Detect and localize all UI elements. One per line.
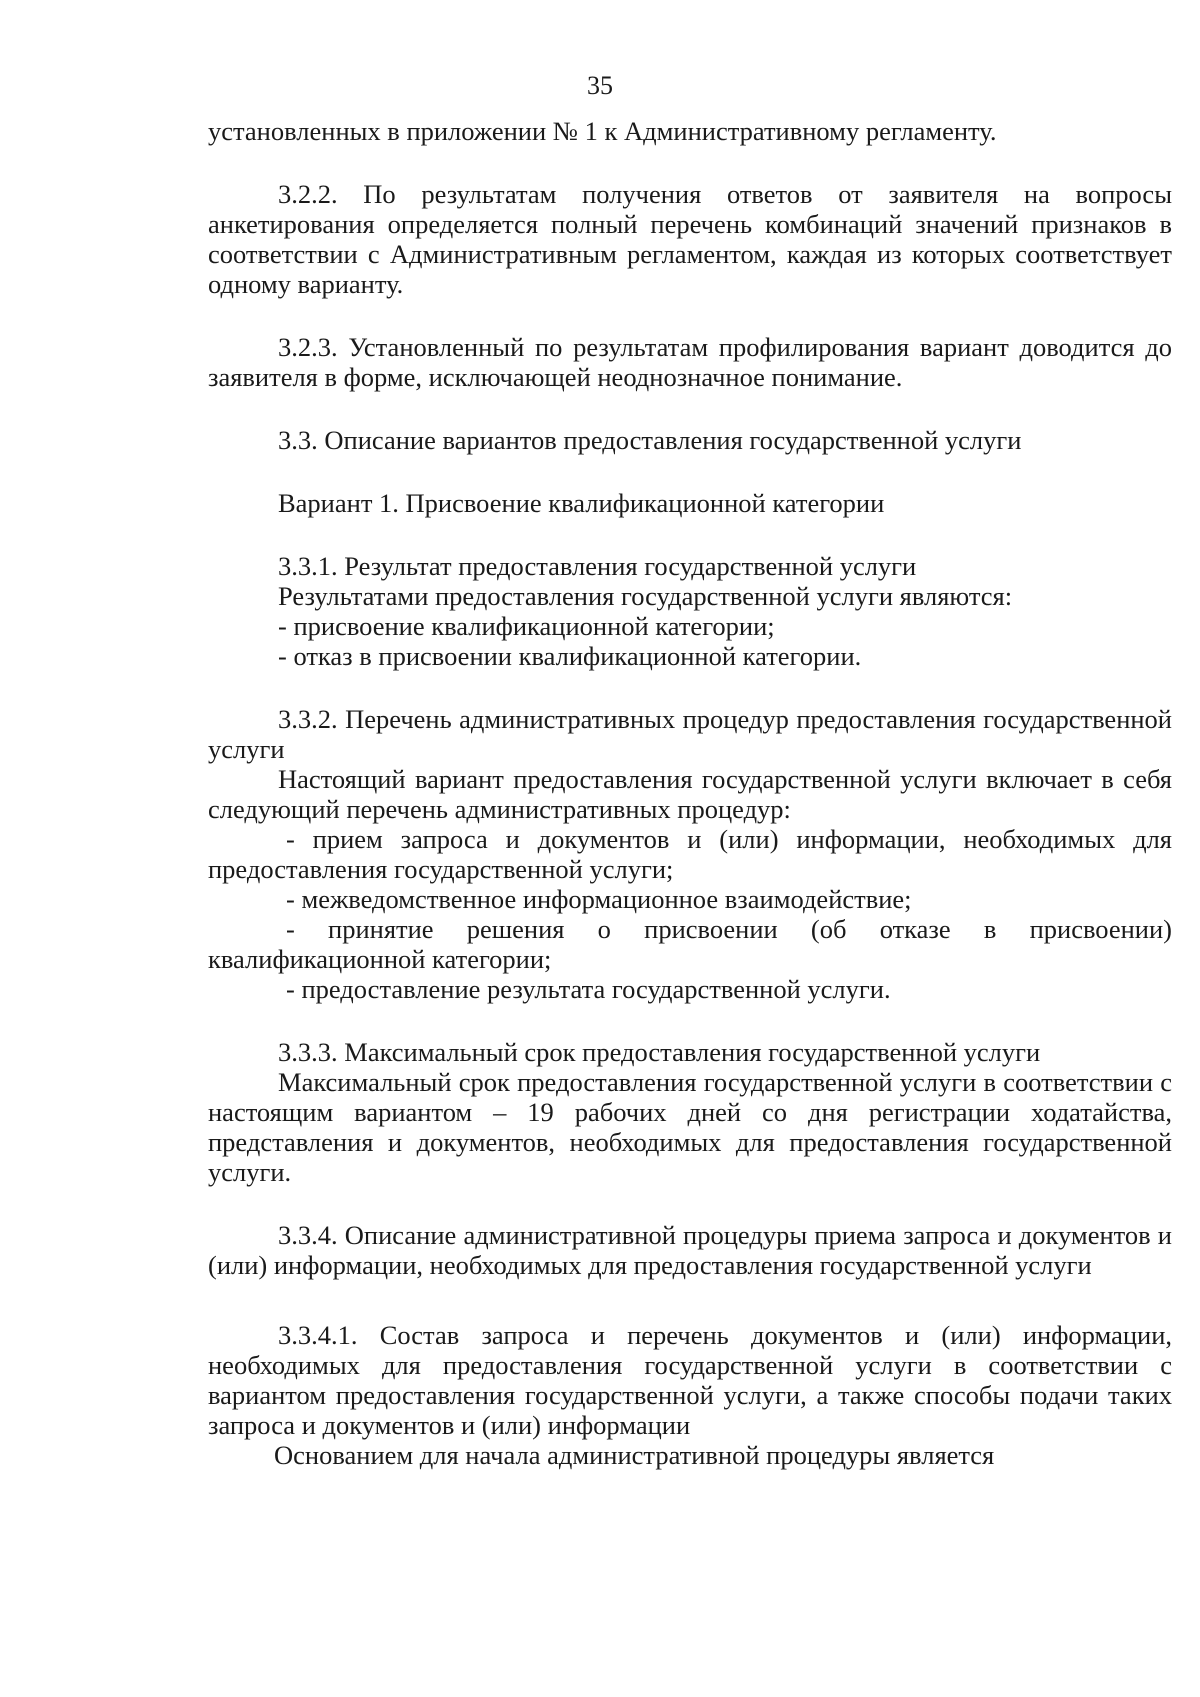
paragraph: Настоящий вариант предоставления государственной услуги включает в себя следующий перечень административных процедур: [208, 764, 1172, 824]
list-item: - прием запроса и документов и (или) информации, необходимых для предоставления государственной услуги; [208, 824, 1172, 884]
list-item: - межведомственное информационное взаимодействие; [286, 884, 912, 914]
subsection-heading: 3.3.2. Перечень административных процедур предоставления государственной услуги [208, 704, 1172, 764]
document-body [208, 116, 1172, 1470]
paragraph: Максимальный срок предоставления государственной услуги в соответствии с настоящим вариантом – 19 рабочих дней со дня регистрации ходатайства, представления и документов, необходимых для предоставления государственной услуги. [208, 1067, 1172, 1187]
subsection-heading: 3.3.4. Описание административной процедуры приема запроса и документов и (или) информации, необходимых для предоставления государственной услуги [208, 1220, 1172, 1280]
list-item: - принятие решения о присвоении (об отказе в присвоении) квалификационной категории; [208, 914, 1172, 974]
subsection-heading: 3.3.3. Максимальный срок предоставления государственной услуги [278, 1037, 1041, 1067]
paragraph: 3.2.3. Установленный по результатам профилирования вариант доводится до заявителя в форме, исключающей неоднозначное понимание. [208, 332, 1172, 392]
subsection-heading: 3.3.4.1. Состав запроса и перечень документов и (или) информации, необходимых для предоставления государственной услуги в соответствии с вариантом предоставления государственной услуги, а также способы подачи таких запроса и документов и (или) информации [208, 1320, 1172, 1440]
variant-heading: Вариант 1. Присвоение квалификационной категории [278, 488, 885, 518]
list-item: - присвоение квалификационной категории; [278, 611, 775, 641]
subsection-heading: 3.3.1. Результат предоставления государственной услуги [278, 551, 917, 581]
list-item: - предоставление результата государственной услуги. [286, 974, 891, 1004]
page-number: 35 [587, 71, 613, 100]
paragraph: 3.2.2. По результатам получения ответов от заявителя на вопросы анкетирования определяется полный перечень комбинаций значений признаков в соответствии с Административным регламентом, каждая из которых соответствует одному варианту. [208, 179, 1172, 299]
paragraph: установленных в приложении № 1 к Административному регламенту. [208, 116, 997, 146]
section-heading: 3.3. Описание вариантов предоставления государственной услуги [278, 425, 1022, 455]
list-item: - отказ в присвоении квалификационной категории. [278, 641, 862, 671]
paragraph: Результатами предоставления государственной услуги являются: [278, 581, 1013, 611]
paragraph: Основанием для начала административной процедуры является [274, 1440, 995, 1470]
